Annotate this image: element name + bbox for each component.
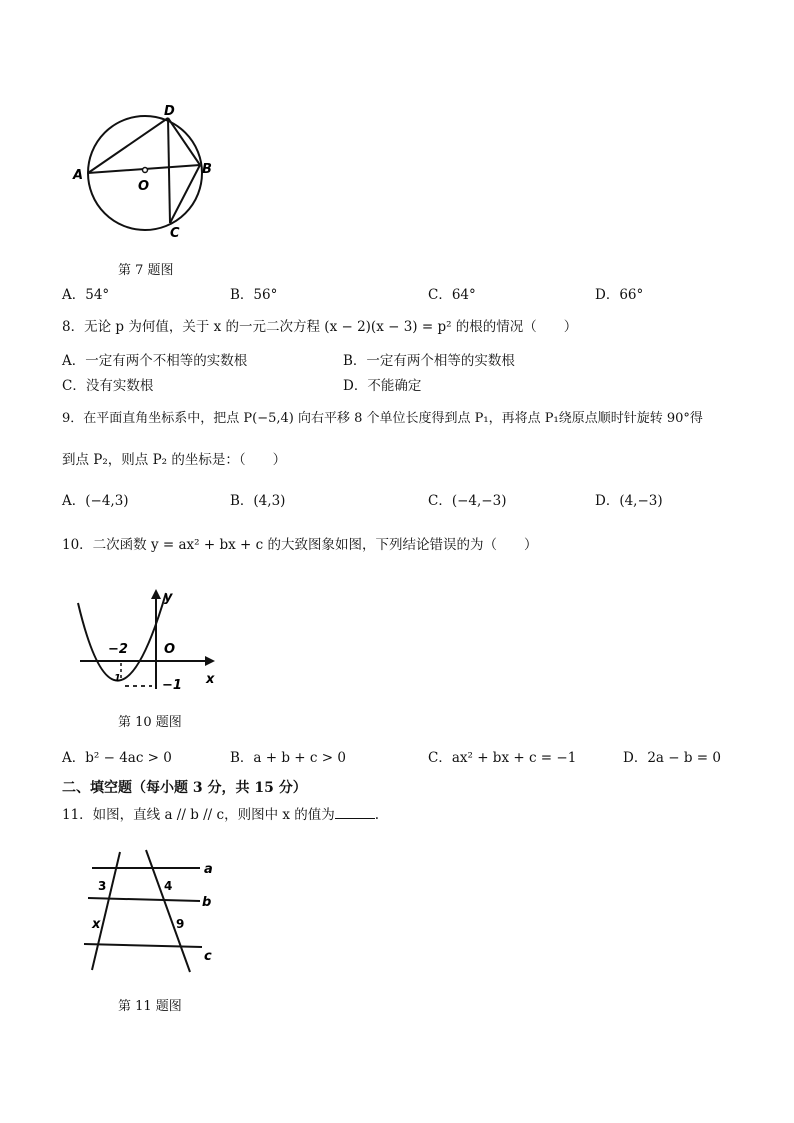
q9-option-b: B．(4,3) [230, 493, 286, 509]
q9-option-a: A．(−4,3) [62, 493, 129, 509]
q11-answer-blank[interactable] [335, 806, 375, 819]
label-3: 3 [98, 879, 107, 893]
label-x: x [206, 672, 215, 687]
label-A: A [73, 168, 84, 183]
figure-7-circle [70, 95, 230, 245]
q11-stem-end: . [374, 807, 380, 823]
figure-7-caption: 第 7 题图 [118, 263, 174, 278]
q9-stem-line1: 9．在平面直角坐标系中，把点 P(−5,4) 向右平移 8 个单位长度得到点 P₁，再将点 P₁绕原点顺时针旋转 90°得 [62, 411, 703, 426]
q10-option-a: A．b² − 4ac > 0 [62, 750, 172, 766]
label-D: D [164, 104, 175, 119]
figure-10-parabola [70, 585, 220, 695]
q11-stem-text: 11．如图，直线 a // b // c，则图中 x 的值为 [62, 807, 335, 823]
label-x: x [92, 917, 101, 932]
label-b: b [202, 895, 212, 910]
label-minus-2: −2 [108, 642, 128, 657]
q9-stem-line2: 到点 P₂，则点 P₂ 的坐标是：（ ） [62, 452, 287, 468]
q10-option-d: D．2a − b = 0 [623, 750, 721, 766]
q7-option-a: A．54° [62, 287, 110, 303]
figure-10-caption: 第 10 题图 [118, 715, 182, 730]
label-4: 4 [164, 879, 173, 893]
label-B: B [202, 162, 212, 177]
q8-option-c: C．没有实数根 [62, 378, 154, 394]
q7-option-c: C．64° [428, 287, 476, 303]
q10-option-c: C．ax² + bx + c = −1 [428, 750, 577, 766]
section-2-title: 二、填空题（每小题 3 分，共 15 分） [62, 780, 307, 796]
q7-option-b: B．56° [230, 287, 278, 303]
label-9: 9 [176, 917, 185, 931]
q8-option-b: B．一定有两个相等的实数根 [343, 353, 515, 369]
q8-option-d: D．不能确定 [343, 378, 422, 394]
label-O: O [164, 642, 176, 657]
q10-option-b: B．a + b + c > 0 [230, 750, 346, 766]
q7-option-d: D．66° [595, 287, 644, 303]
q8-option-a: A．一定有两个不相等的实数根 [62, 353, 248, 369]
label-C: C [170, 226, 180, 241]
label-O: O [138, 179, 150, 194]
label-a: a [204, 862, 213, 877]
label-c: c [204, 949, 212, 964]
figure-11-caption: 第 11 题图 [118, 999, 182, 1014]
label-1: 1 [114, 673, 121, 684]
q9-option-c: C．(−4,−3) [428, 493, 507, 509]
q9-option-d: D．(4,−3) [595, 493, 663, 509]
q8-stem: 8．无论 p 为何值，关于 x 的一元二次方程 (x − 2)(x − 3) = p² 的根的情况（ ） [62, 319, 578, 335]
label-y: y [164, 590, 173, 605]
q11-stem [62, 803, 379, 823]
label-minus-1: −1 [162, 678, 182, 693]
figure-11-parallel-lines [80, 848, 225, 978]
q10-stem: 10．二次函数 y = ax² + bx + c 的大致图象如图，下列结论错误的为（ ） [62, 537, 538, 553]
